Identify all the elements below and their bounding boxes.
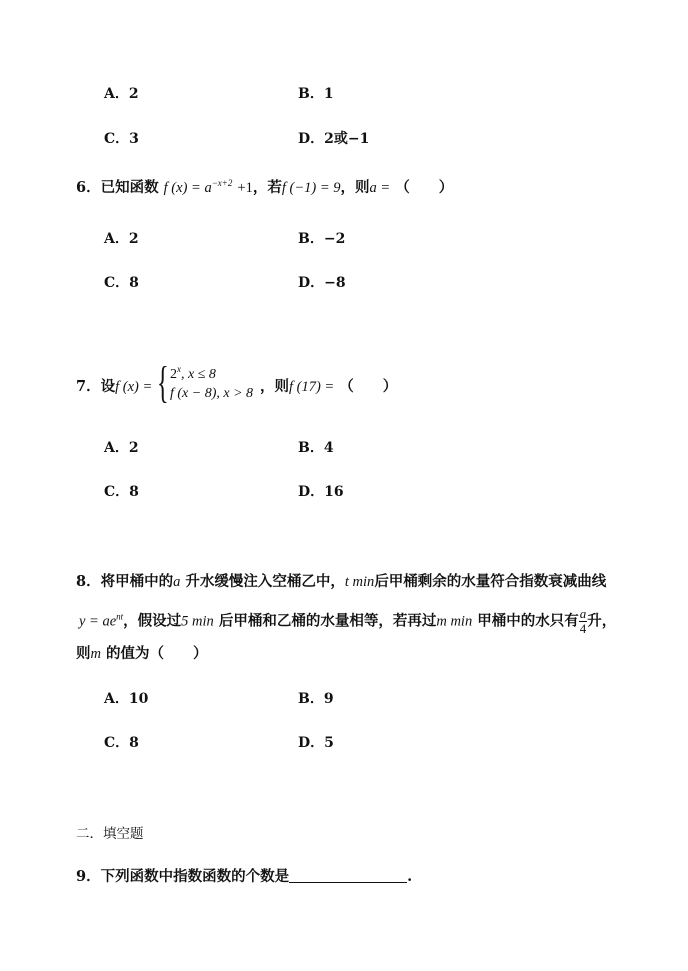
q7-number: 7． xyxy=(76,378,101,395)
q7-ask: f (17) = xyxy=(289,379,335,395)
q7-lead xyxy=(76,375,152,396)
q6-a-var: a = xyxy=(369,180,391,196)
q5-option-b: B．1 xyxy=(298,86,334,102)
q6-exponent: −x+2 xyxy=(211,178,233,188)
q7-paren: （ ） xyxy=(339,378,398,395)
q8-formula: y = ae xyxy=(79,613,117,630)
q9-text: 下列函数中指数函数的个数是 xyxy=(100,868,290,885)
q7-case-1: 2$^x$, x ≤ 8 xyxy=(170,364,216,382)
q6-option-a: A．2 xyxy=(104,231,139,247)
q8-option-b: B．9 xyxy=(298,691,334,707)
q8-t-min: t min xyxy=(344,574,375,590)
q7-tail xyxy=(260,375,397,396)
q8-m-min: m min xyxy=(436,613,473,630)
q6-text-1: 已知函数 xyxy=(100,179,159,196)
q7-brace: { xyxy=(157,358,169,407)
question-6 xyxy=(76,176,453,197)
q8-number: 8． xyxy=(76,573,101,590)
q5-option-d: D．2或−1 xyxy=(298,131,370,147)
section-heading: 二．填空题 xyxy=(76,826,144,842)
q8-line-2: $y = ae^{nt}$，假设过5 min 后甲桶和乙桶的水量相等，若再过m min 甲桶中的水只有 $\frac{a}{4}$ 升， xyxy=(79,606,617,636)
q6-condition: f (−1) = 9 xyxy=(281,180,341,196)
q6-option-b: B．−2 xyxy=(298,231,346,247)
q7-option-d: D．16 xyxy=(298,484,344,500)
q6-text-3: ，则 xyxy=(340,179,370,196)
q5-option-c: C．3 xyxy=(104,131,139,147)
q9-answer-blank xyxy=(289,882,407,883)
q5-option-a: A．2 xyxy=(104,86,139,102)
q8-line-3: 则m 的值为（ ） xyxy=(76,645,208,662)
q6-option-c: C．8 xyxy=(104,275,139,291)
q8-a-var: a xyxy=(173,574,181,590)
q7-option-a: A．2 xyxy=(104,440,139,456)
q8-fraction: $\frac{a}{4}$ xyxy=(579,606,587,636)
q6-paren: （ ） xyxy=(395,179,454,196)
q8-formula-exp: nt xyxy=(116,611,124,622)
q7-text-1: 设 xyxy=(100,378,116,395)
question-9: 9．下列函数中指数函数的个数是 . xyxy=(76,868,413,885)
q8-option-a: A．10 xyxy=(104,691,149,707)
q7-option-b: B．4 xyxy=(298,440,334,456)
q7-function: f (x) = xyxy=(115,379,153,395)
q6-function: f (x) = a xyxy=(163,180,212,196)
q6-number: 6． xyxy=(76,179,101,196)
q7-option-c: C．8 xyxy=(104,484,139,500)
q6-option-d: D．−8 xyxy=(298,275,346,291)
q8-option-d: D．5 xyxy=(298,735,334,751)
q6-text-2: ，若 xyxy=(252,179,282,196)
q7-text-2: ，则 xyxy=(260,378,289,395)
q8-five-min: 5 min xyxy=(181,613,214,630)
q8-option-c: C．8 xyxy=(104,735,139,751)
q9-number: 9． xyxy=(76,868,101,885)
q8-line-1: 8．将甲桶中的a 升水缓慢注入空桶乙中，t min后甲桶剩余的水量符合指数衰减曲线 xyxy=(76,573,607,590)
q6-plus-one: +1 xyxy=(237,180,253,196)
q8-m-var: m xyxy=(90,646,101,662)
q7-case-2: f (x − 8), x > 8 xyxy=(170,386,254,401)
